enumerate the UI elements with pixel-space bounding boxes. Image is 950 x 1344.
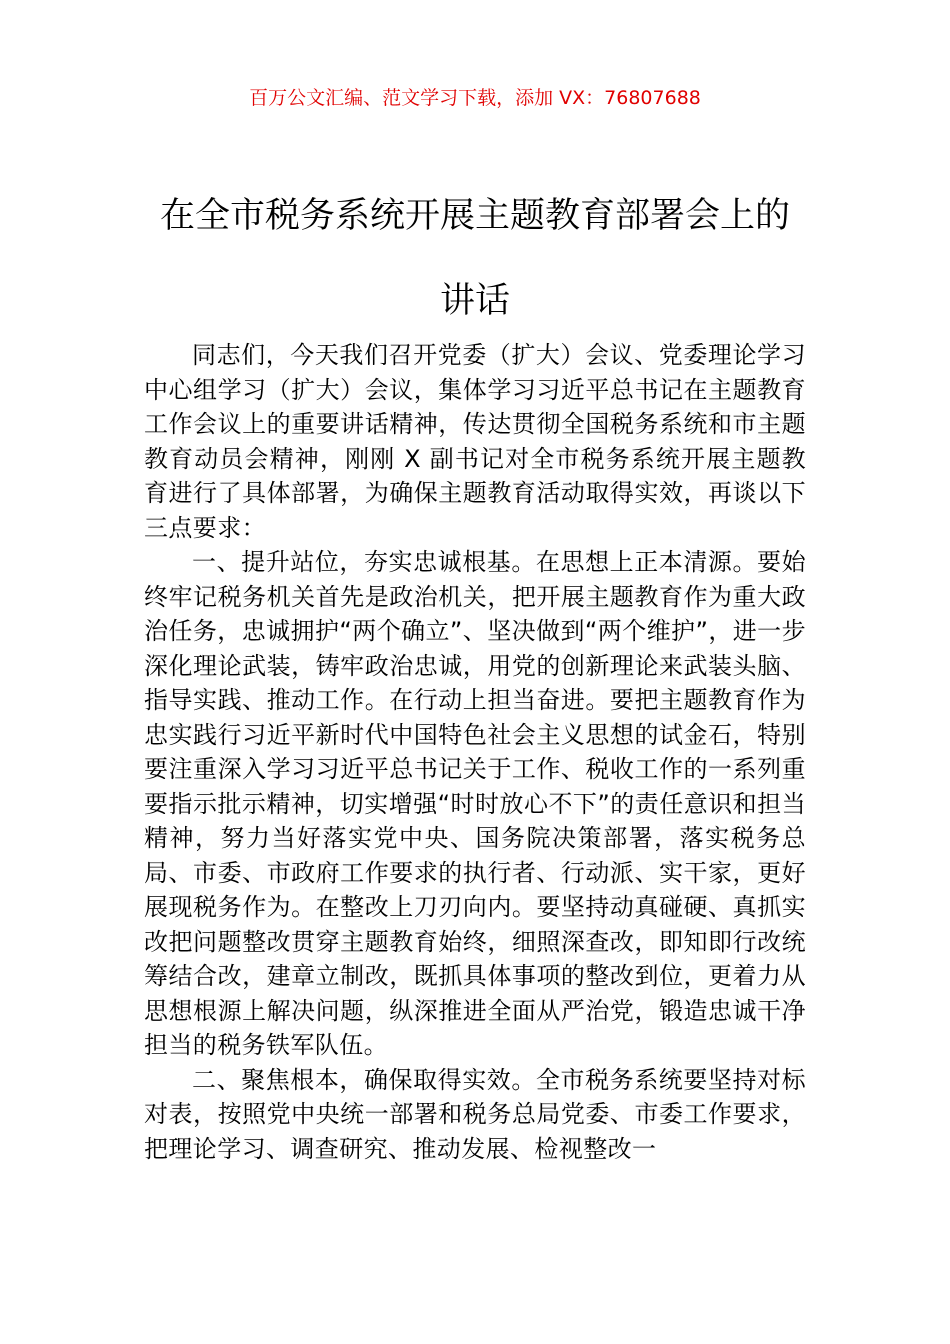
paragraph-opening: 同志们，今天我们召开党委（扩大）会议、党委理论学习中心组学习（扩大）会议，集体学习习近平总书记在主题教育工作会议上的重要讲话精神，传达贯彻全国税务系统和市主题教育动员会精神，刚刚 X 副书记对全市税务系统开展主题教育进行了具体部署，为确保主题教育活动取得实效，再谈以下三点要求： [144,341,806,542]
document-title-line-2: 讲话 [439,281,510,321]
paragraph-section-two: 二、聚焦根本，确保取得实效。全市税务系统要坚持对标对表，按照党中央统一部署和税务总局党委、市委工作要求，把理论学习、调查研究、推动发展、检视整改一 [144,1065,806,1163]
document-body [144,338,806,1166]
document-title-line-1: 在全市税务系统开展主题教育部署会上的 [159,196,790,236]
paragraph-section-one: 一、提升站位，夯实忠诚根基。在思想上正本清源。要始终牢记税务机关首先是政治机关，把开展主题教育作为重大政治任务，忠诚拥护“两个确立”、坚决做到“两个维护”，进一步深化理论武装，铸牢政治忠诚，用党的创新理论来武装头脑、指导实践、推动工作。在行动上担当奋进。要把主题教育作为忠实践行习近平新时代中国特色社会主义思想的试金石，特别要注重深入学习习近平总书记关于工作、税收工作的一系列重要指示批示精神，切实增强“时时放心不下”的责任意识和担当精神，努力当好落实党中央、国务院决策部署，落实税务总局、市委、市政府工作要求的执行者、行动派、实干家，更好展现税务作为。在整改上刀刃向内。要坚持动真碰硬、真抓实改把问题整改贯穿主题教育始终，细照深查改，即知即行改统筹结合改，建章立制改，既抓具体事项的整改到位，更着力从思想根源上解决问题，纵深推进全面从严治党，锻造忠诚干净担当的税务铁军队伍。 [144,548,806,1059]
document-title [150,174,800,344]
header-watermark-note: 百万公文汇编、范文学习下载，添加 VX：76807688 [249,87,701,109]
